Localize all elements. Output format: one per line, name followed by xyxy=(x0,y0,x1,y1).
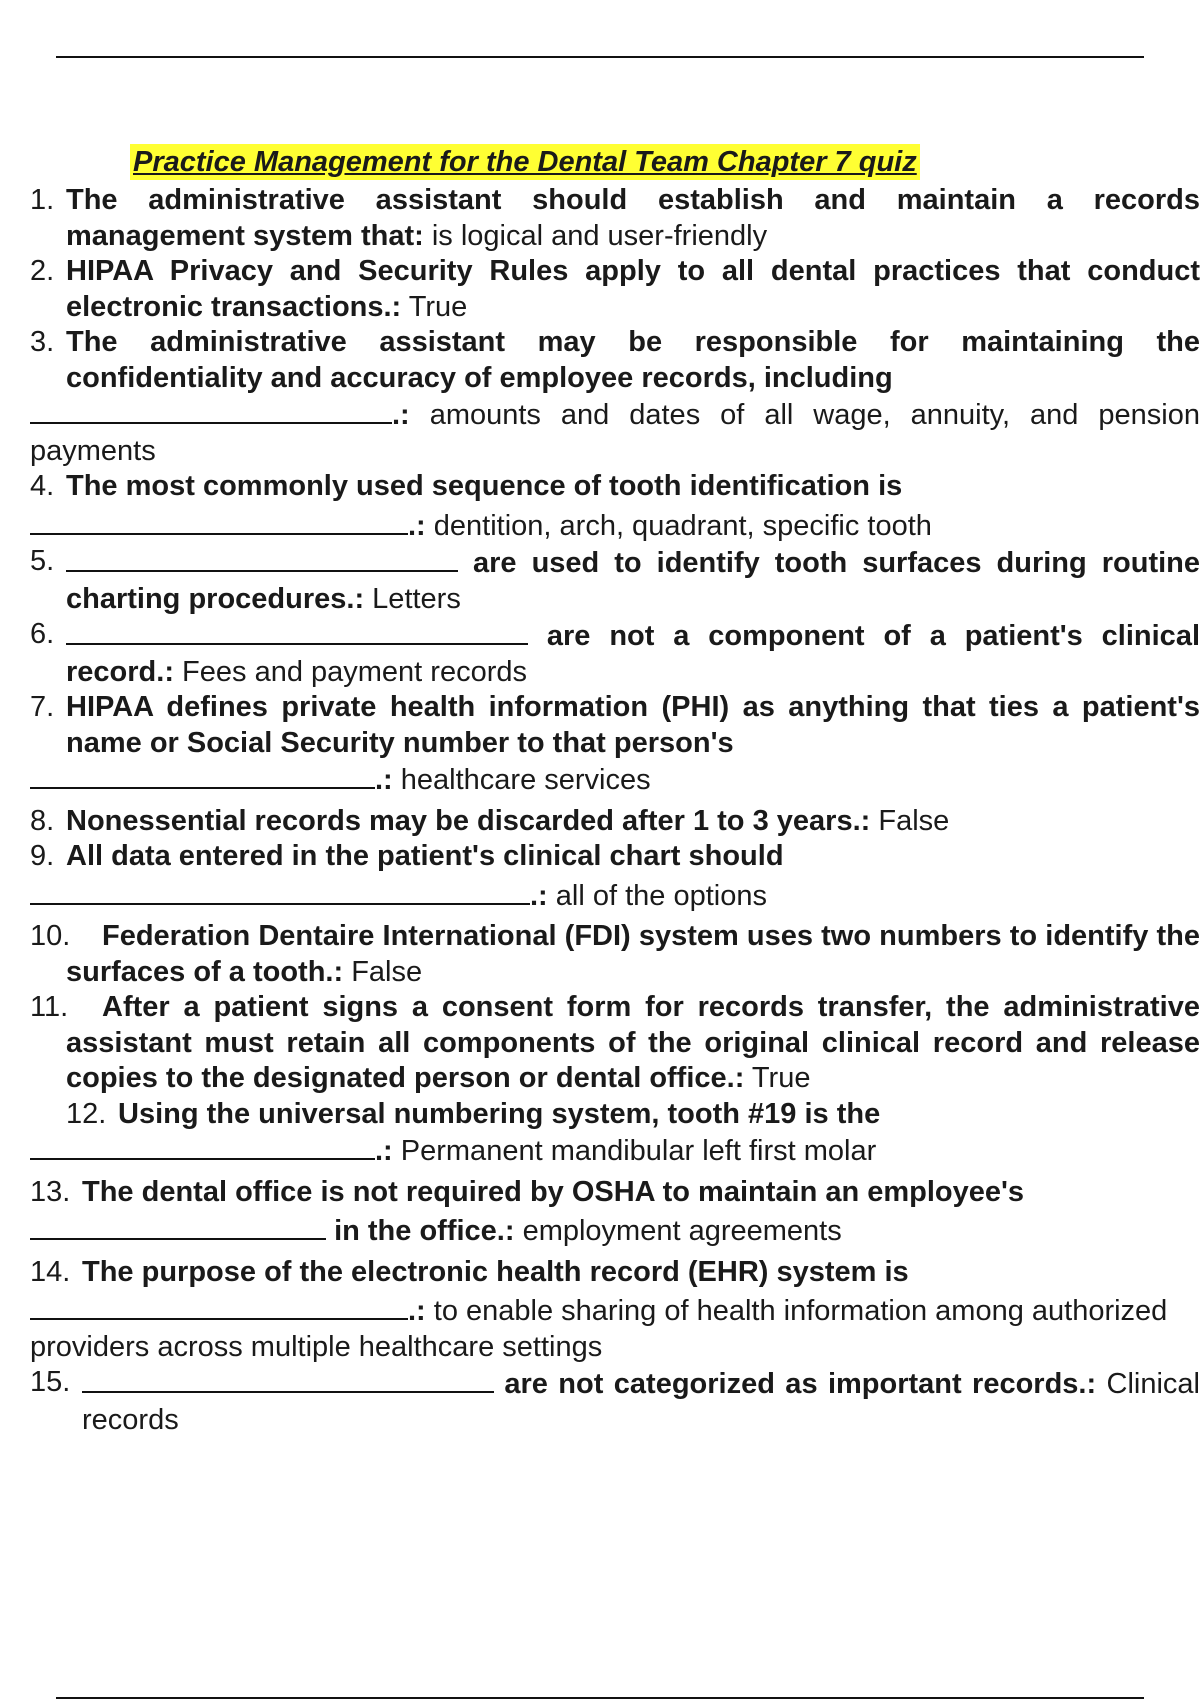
question-text: Using the universal numbering system, tooth #19 is the xyxy=(118,1097,881,1130)
bottom-rule xyxy=(56,1697,1144,1699)
quiz-item-7 xyxy=(30,690,1200,799)
question-suffix: .: xyxy=(375,764,393,796)
question-suffix: .: xyxy=(408,509,426,542)
item-number: 7. xyxy=(30,691,55,723)
answer-text: True xyxy=(401,290,468,323)
question-text: All data entered in the patient's clinical chart should xyxy=(66,840,784,872)
item-number: 3. xyxy=(30,326,55,358)
answer-text: amounts and dates of all wage, annuity, and pension payments xyxy=(30,399,1200,467)
item-number: 4. xyxy=(30,470,55,502)
quiz-item-10 xyxy=(30,919,1200,990)
question-text: HIPAA defines private health information (PHI) as anything that ties a patient's name or Social Security number to that person's xyxy=(66,691,1200,759)
answer-blank xyxy=(66,617,528,645)
question-text: The purpose of the electronic health record (EHR) system is xyxy=(82,1255,909,1288)
answer-blank xyxy=(82,1365,494,1393)
quiz-item-14 xyxy=(30,1255,1200,1366)
answer-text: to enable sharing of health information among authorized providers across multiple healthcare settings xyxy=(30,1295,1168,1363)
answer-blank xyxy=(30,396,392,424)
answer-text: Clinical records xyxy=(82,1368,1200,1436)
item-number: 12. xyxy=(66,1097,107,1130)
question-suffix: .: xyxy=(530,879,548,912)
question-suffix: .: xyxy=(408,1295,426,1327)
quiz-item-15 xyxy=(30,1365,1200,1438)
quiz-item-9 xyxy=(30,839,1200,914)
item-number: 15. xyxy=(30,1366,71,1398)
question-text: are not a component of a patient's clinical record.: xyxy=(66,620,1200,688)
quiz-list xyxy=(30,183,1200,1438)
quiz-item-5 xyxy=(30,544,1200,617)
question-suffix: .: xyxy=(375,1135,393,1167)
top-rule xyxy=(56,56,1144,58)
answer-text: Permanent mandibular left first molar xyxy=(392,1135,877,1167)
quiz-item-1 xyxy=(30,183,1200,254)
answer-text: employment agreements xyxy=(514,1215,842,1247)
question-text: HIPAA Privacy and Security Rules apply to all dental practices that conduct electronic transactions.: xyxy=(66,255,1200,323)
answer-blank xyxy=(30,877,530,905)
item-number: 2. xyxy=(30,255,55,287)
answer-blank xyxy=(30,507,408,535)
item-number: 5. xyxy=(30,545,55,577)
quiz-item-8 xyxy=(30,804,1200,840)
answer-text: False xyxy=(870,804,950,837)
question-text: The administrative assistant may be responsible for maintaining the confidentiality and accuracy of employee records, including xyxy=(66,326,1200,394)
answer-text: Fees and payment records xyxy=(173,655,527,688)
item-number: 9. xyxy=(30,840,55,872)
item-number: 11. xyxy=(30,991,69,1023)
question-text: The most commonly used sequence of tooth identification is xyxy=(66,470,903,502)
answer-blank xyxy=(30,761,375,789)
answer-text: dentition, arch, quadrant, specific tooth xyxy=(425,509,932,542)
quiz-item-2 xyxy=(30,254,1200,325)
answer-blank xyxy=(66,544,458,572)
item-number: 10. xyxy=(30,920,71,952)
item-number: 6. xyxy=(30,618,55,650)
question-suffix: .: xyxy=(392,399,410,431)
answer-blank xyxy=(30,1132,375,1160)
question-text: are used to identify tooth surfaces during routine charting procedures.: xyxy=(66,547,1200,615)
quiz-item-3 xyxy=(30,325,1200,469)
answer-blank xyxy=(30,1292,408,1320)
answer-text: healthcare services xyxy=(392,764,651,796)
answer-text: True xyxy=(744,1062,811,1094)
question-suffix: in the office.: xyxy=(334,1215,515,1247)
quiz-item-12 xyxy=(30,1097,1200,1170)
answer-text: Letters xyxy=(364,582,461,615)
item-number: 14. xyxy=(30,1255,71,1288)
question-text: Nonessential records may be discarded after 1 to 3 years.: xyxy=(66,804,871,837)
question-text: The dental office is not required by OSHA to maintain an employee's xyxy=(82,1175,1025,1208)
answer-text: all of the options xyxy=(547,879,767,912)
item-number: 13. xyxy=(30,1175,71,1208)
question-text: After a patient signs a consent form for records transfer, the administrative assistant must retain all components of the original clinical record and release copies to the designated person or dental office.: xyxy=(66,991,1200,1094)
item-number: 8. xyxy=(30,804,55,837)
question-text: The administrative assistant should establish and maintain a records management system that: xyxy=(66,184,1200,252)
quiz-item-13 xyxy=(30,1175,1200,1250)
quiz-item-11 xyxy=(30,990,1200,1097)
quiz-item-4 xyxy=(30,469,1200,544)
answer-text: is logical and user-friendly xyxy=(423,219,768,252)
question-text: are not categorized as important records.: xyxy=(504,1368,1097,1400)
answer-text: False xyxy=(343,955,423,988)
item-number: 1. xyxy=(30,184,55,216)
page-title: Practice Management for the Dental Team Chapter 7 quiz xyxy=(130,144,920,180)
question-text: Federation Dentaire International (FDI) system uses two numbers to identify the surfaces of a tooth.: xyxy=(66,920,1200,988)
answer-blank xyxy=(30,1212,326,1240)
quiz-item-6 xyxy=(30,617,1200,690)
